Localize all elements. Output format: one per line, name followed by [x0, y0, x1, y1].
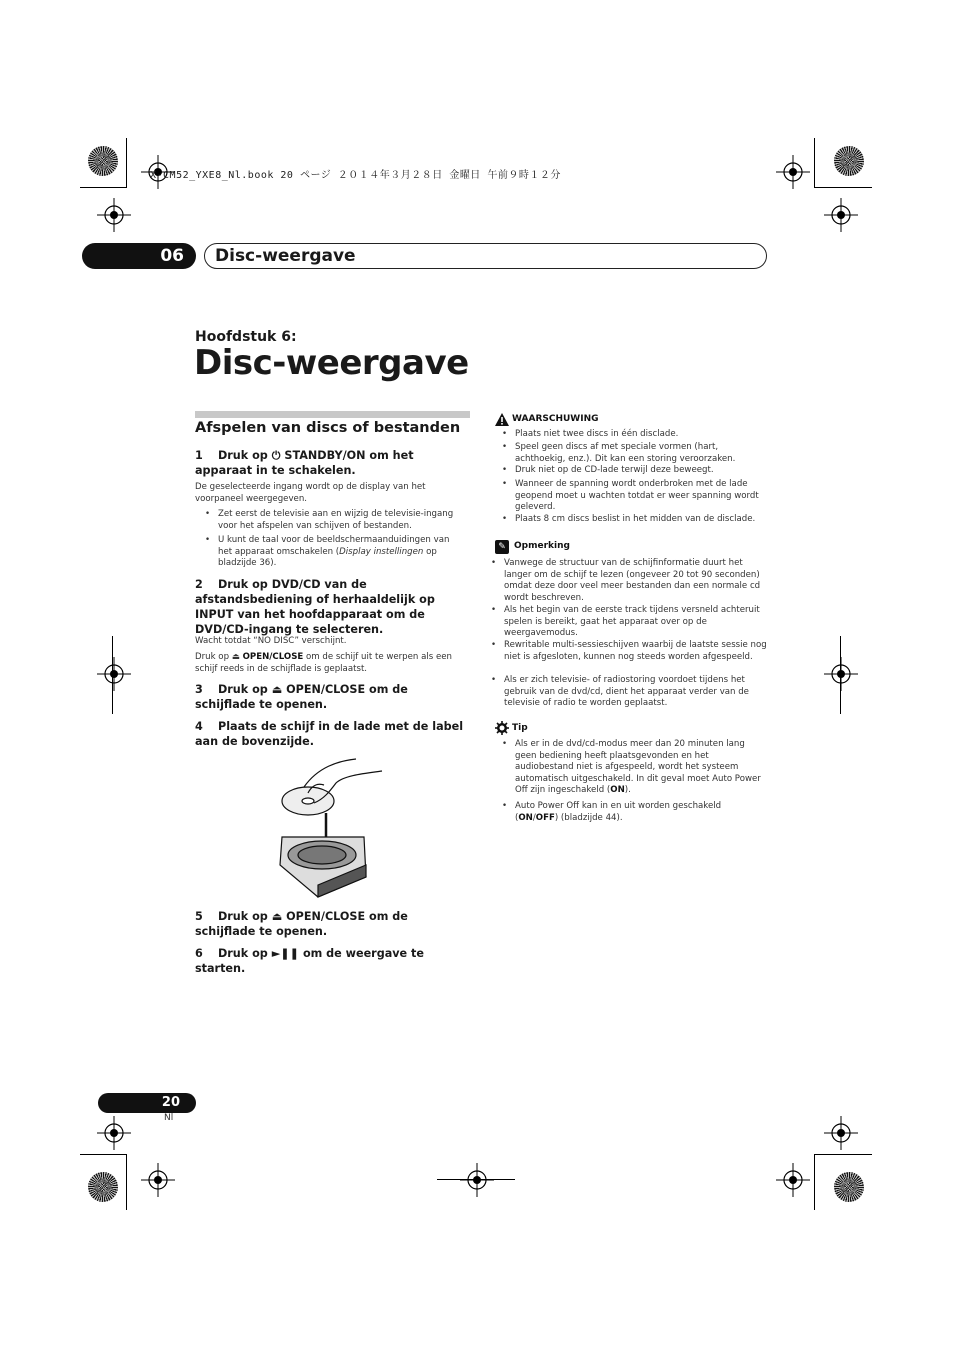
tip-icon: [495, 721, 509, 735]
crosshair-mark: [141, 1163, 175, 1197]
step-1-description: De geselecteerde ingang wordt op de display van het voorpaneel weergegeven.: [195, 482, 426, 504]
crop-line: [840, 636, 841, 714]
note-item: • Als het begin van de eerste track tijdens versneld achteruit spelen is bereikt, gaat het apparaat over op de weergavemodus.: [504, 605, 768, 640]
chapter-number-badge: 06: [82, 243, 196, 269]
crop-line: [126, 138, 127, 188]
crosshair-mark: [97, 1116, 131, 1150]
crosshair-mark: [97, 657, 131, 691]
crop-line: [814, 1154, 815, 1210]
step-1: 1 Druk op ⏻ STANDBY/ON om het apparaat in te schakelen.: [195, 449, 414, 477]
note-item: • Als er zich televisie- of radiostoring voordoet tijdens het gebruik van de dvd/cd, dient het apparaat verder van de televisie of radio te worden geplaatst.: [504, 675, 768, 710]
note-item: • Rewritable multi-sessieschijven waarbij de laatste sessie nog niet is afgesloten, kunnen nog steeds worden afgespeeld.: [504, 640, 768, 663]
crop-line: [80, 1154, 127, 1155]
tip-title: Tip: [512, 723, 528, 733]
warning-title: WAARSCHUWING: [512, 414, 599, 424]
chapter-label: Hoofdstuk 6:: [195, 329, 297, 345]
disc-tray-illustration: [278, 757, 386, 899]
warning-item: • Plaats 8 cm discs beslist in het midden van de disclade.: [515, 514, 770, 526]
crosshair-mark: [776, 155, 810, 189]
tip-item: • Auto Power Off kan in en uit worden geschakeld (ON/OFF) (bladzijde 44).: [515, 801, 765, 824]
crop-line: [126, 1154, 127, 1210]
crop-line: [814, 187, 872, 188]
note-title: Opmerking: [514, 541, 570, 551]
crop-line: [814, 1154, 872, 1155]
crosshair-mark: [824, 1116, 858, 1150]
crosshair-mark: [460, 1163, 494, 1197]
note-icon: ✎: [495, 540, 509, 554]
step-6: 6 Druk op ►❚❚ om de weergave te starten.: [195, 947, 424, 975]
page-number: 20: [98, 1093, 196, 1113]
file-header: X-CM52_YXE8_Nl.book 20 ページ ２０１４年３月２８日 金曜日 午前９時１２分: [150, 170, 561, 181]
warning-item: • Druk niet op de CD-lade terwijl deze beweegt.: [515, 465, 770, 477]
tip-item: • Als er in de dvd/cd-modus meer dan 20 minuten lang geen bediening heeft plaatsgevonden en het audiobestand niet is afgespeeld, wordt het systeem automatisch uitgeschakeld. In dit geval moet Auto Power Off zijn ingeschakeld (ON).: [515, 739, 765, 797]
registration-sun-mark: [88, 1172, 118, 1202]
language-code: Nl: [164, 1113, 174, 1123]
step-2-description: Druk op ⏏ OPEN/CLOSE om de schijf uit te werpen als een schijf reeds in de schijflade is geplaatst.: [195, 652, 452, 674]
crop-line: [437, 1179, 515, 1180]
crosshair-mark: [97, 198, 131, 232]
step-1-bullet: • Zet eerst de televisie aan en wijzig de televisie-ingang voor het afspelen van schijven of bestanden.: [218, 509, 466, 532]
warning-item: • Plaats niet twee discs in één disclade.: [515, 429, 770, 441]
step-4: 4 Plaats de schijf in de lade met de label aan de bovenzijde.: [195, 720, 464, 748]
step-2: 2 Druk op DVD/CD van de afstandsbediening of herhaaldelijk op INPUT van het hoofdapparaat om de DVD/CD-ingang te selecteren.: [195, 578, 435, 636]
crosshair-mark: [824, 657, 858, 691]
step-3: 3 Druk op ⏏ OPEN/CLOSE om de schijflade te openen.: [195, 683, 408, 711]
registration-sun-mark: [834, 146, 864, 176]
warning-item: • Wanneer de spanning wordt onderbroken met de lade geopend moet u wachten totdat er weer spanning wordt geleverd.: [515, 479, 770, 514]
crop-line: [112, 636, 113, 714]
step-2-description: Wacht totdat “NO DISC” verschijnt.: [195, 636, 347, 646]
crop-line: [814, 138, 815, 188]
note-item: • Vanwege de structuur van de schijfinformatie duurt het langer om de schijf te lezen (ongeveer 20 tot 90 seconden) omdat deze door veel meer bestanden dan een normale cd wordt beschreven.: [504, 558, 768, 604]
chapter-title-bar: Disc-weergave: [204, 243, 767, 269]
step-5: 5 Druk op ⏏ OPEN/CLOSE om de schijflade te openen.: [195, 910, 408, 938]
section-title: Afspelen van discs of bestanden: [195, 420, 461, 436]
registration-sun-mark: [834, 1172, 864, 1202]
warning-icon: [495, 413, 509, 426]
crosshair-mark: [824, 198, 858, 232]
warning-item: • Speel geen discs af met speciale vormen (hart, achthoekig, enz.). Dit kan een storing veroorzaken.: [515, 442, 770, 465]
crop-line: [80, 187, 127, 188]
registration-sun-mark: [88, 146, 118, 176]
step-1-bullet: • U kunt de taal voor de beeldschermaanduidingen van het apparaat omschakelen (Display instellingen op bladzijde 36).: [218, 535, 466, 570]
crosshair-mark: [776, 1163, 810, 1197]
page-title: Disc-weergave: [194, 343, 469, 383]
section-divider: [195, 411, 470, 418]
